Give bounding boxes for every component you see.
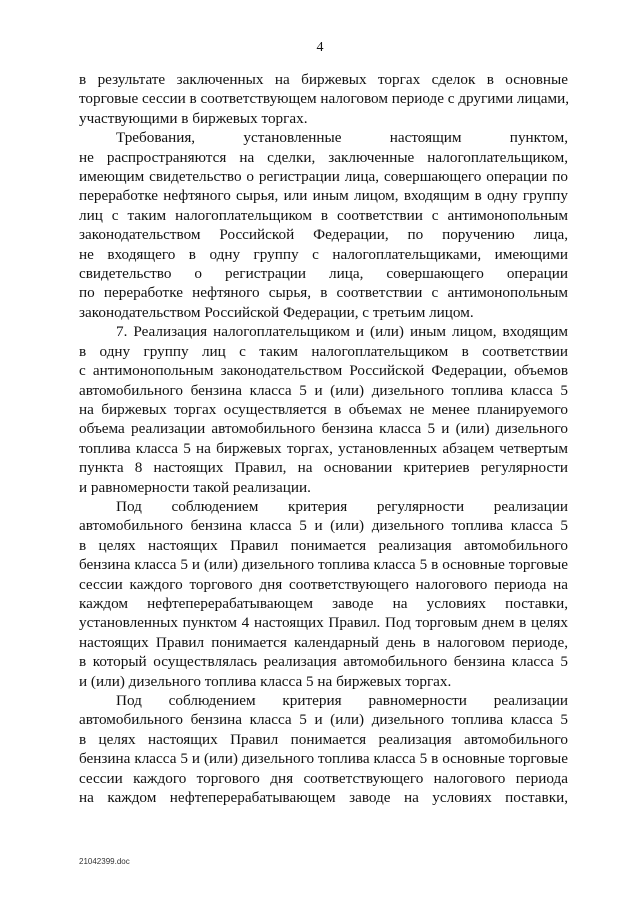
text-line: имеющим свидетельство о регистрации лица, совершающего операции по [79, 168, 568, 186]
page-number: 4 [316, 40, 324, 55]
text-line: в целях настоящих Правил понимается реализация автомобильного [79, 730, 568, 748]
text-line: участвующими в биржевых торгах. [79, 109, 308, 127]
text-line: и равномерности такой реализации. [79, 478, 311, 496]
text-line: топлива класса 5 на биржевых торгах, установленных абзацем четвертым [79, 439, 568, 457]
text-line: лиц с таким налогоплательщиком в соответствии с антимонопольным [79, 206, 568, 224]
text-line: на биржевых торгах осуществляется в объемах не менее планируемого [79, 400, 568, 418]
text-line: бензина класса 5 и (или) дизельного топлива класса 5 в основные торговые [79, 750, 568, 768]
document-body [79, 70, 568, 807]
text-line: бензина класса 5 и (или) дизельного топлива класса 5 в основные торговые [79, 556, 568, 574]
text-line: переработке нефтяного сырья, или иным лицом, входящим в одну группу [79, 187, 568, 205]
text-line: законодательством Российской Федерации, по поручению лица, [79, 226, 568, 244]
text-line: автомобильного бензина класса 5 и (или) дизельного топлива класса 5 [79, 711, 568, 729]
text-line: с антимонопольным законодательством Российской Федерации, объемов [79, 362, 568, 380]
text-line: законодательством Российской Федерации, с третьим лицом. [79, 303, 474, 321]
footer-file-code: 21042399.doc [79, 857, 130, 866]
text-line: 7. Реализация налогоплательщиком и (или) иным лицом, входящим [116, 323, 568, 341]
text-line: настоящих Правил понимается календарный день в налоговом периоде, [79, 633, 568, 651]
text-line: в который осуществлялась реализация автомобильного бензина класса 5 [79, 653, 568, 671]
text-line: по переработке нефтяного сырья, в соответствии с антимонопольным [79, 284, 568, 302]
text-line: Требования, установленные настоящим пунктом, [116, 129, 568, 147]
text-line: автомобильного бензина класса 5 и (или) дизельного топлива класса 5 [79, 381, 568, 399]
text-line: торговые сессии в соответствующем налоговом периоде с другими лицами, [79, 90, 570, 108]
text-line: установленных пунктом 4 настоящих Правил. Под торговым днем в целях [79, 614, 568, 632]
text-line: Под соблюдением критерия регулярности реализации [116, 497, 568, 515]
text-line: автомобильного бензина класса 5 и (или) дизельного топлива класса 5 [79, 517, 568, 535]
text-line: пункта 8 настоящих Правил, на основании критериев регулярности [79, 459, 568, 477]
text-line: в результате заключенных на биржевых торгах сделок в основные [79, 71, 568, 88]
text-line: свидетельство о регистрации лица, совершающего операции [79, 265, 568, 283]
text-line: Под соблюдением критерия равномерности реализации [116, 692, 568, 709]
text-line: в целях настоящих Правил понимается реализация автомобильного [79, 536, 568, 554]
text-line: и (или) дизельного топлива класса 5 на биржевых торгах. [79, 672, 452, 690]
text-line: сессии каждого торгового дня соответствующего налогового периода на [79, 575, 568, 593]
text-line: объема реализации автомобильного бензина класса 5 и (или) дизельного [79, 420, 568, 438]
text-line: каждом нефтеперерабатывающем заводе на условиях поставки, [79, 594, 568, 612]
text-line: не распространяются на сделки, заключенные налогоплательщиком, [79, 148, 568, 166]
text-line: сессии каждого торгового дня соответствующего налогового периода [79, 769, 568, 787]
text-line: не входящего в одну группу с налогоплательщиками, имеющими [79, 245, 568, 263]
text-line: в одну группу лиц с таким налогоплательщиком в соответствии [79, 342, 568, 360]
text-line: на каждом нефтеперерабатывающем заводе на условиях поставки, [79, 789, 568, 807]
